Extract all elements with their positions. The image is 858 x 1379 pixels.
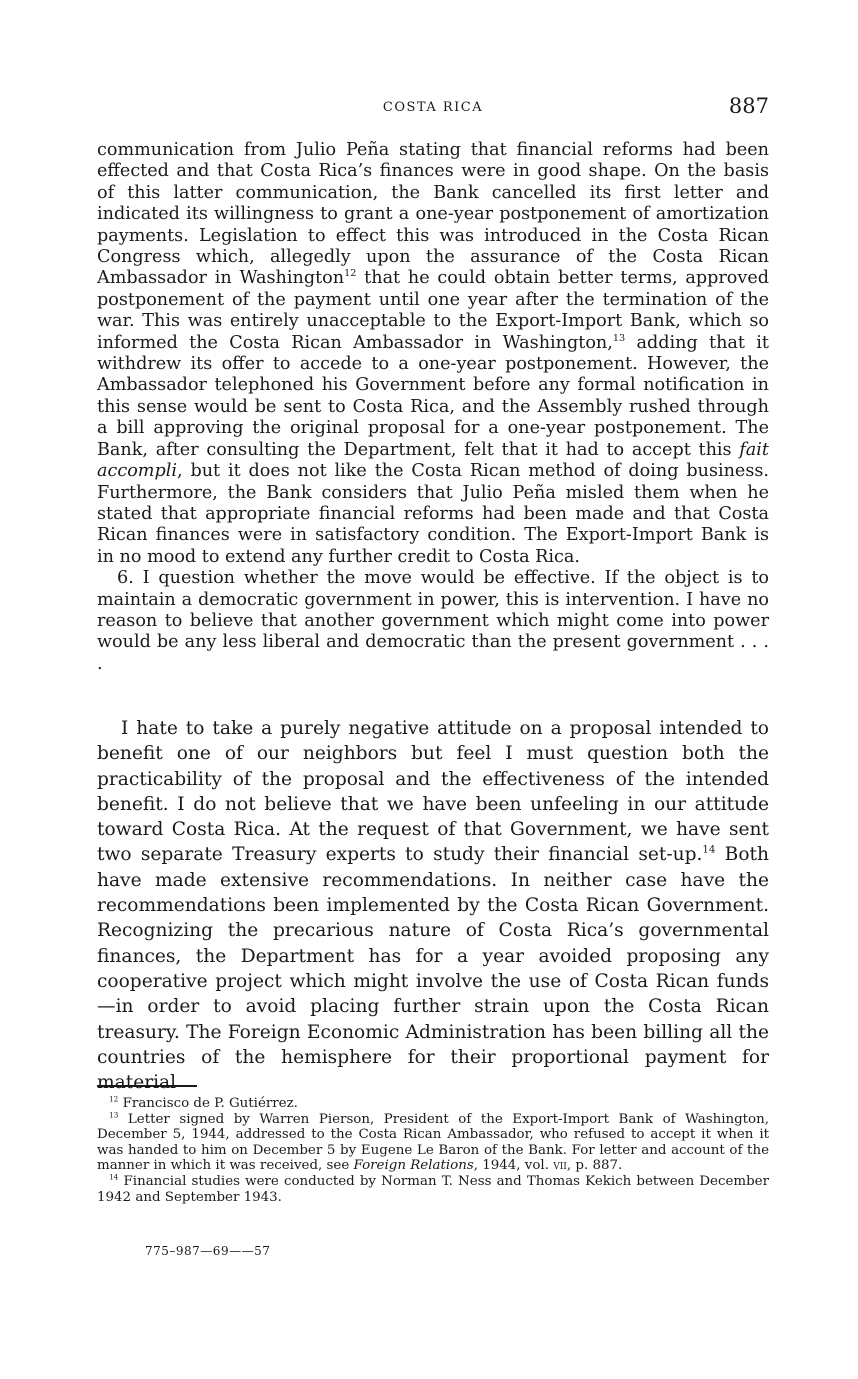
footnote-13-text-a: Letter signed by Warren Pierson, President of the Export-Import Bank of Washington, December 5, 1944, addressed to the Costa Rican Ambassador, who refused to accept it when it was handed to him on December 5 by Eugene Le Baron of the Bank. For letter and account of the manner in which it was received, see: [97, 1111, 769, 1174]
body-paragraph: [97, 716, 769, 1095]
printer-line: 775–987—69——57: [145, 1244, 271, 1258]
footnote-ref-13: 13: [612, 332, 626, 344]
quote-text-1b: that he could obtain better terms, approved postponement of the payment until one year after the termination of the war. This was entirely unacceptable to the Export-Import Bank, which so informed the Costa Rican Ambassador in Washington,: [97, 268, 769, 353]
footnote-13: [97, 1112, 769, 1174]
footnote-14-text: Financial studies were conducted by Norman T. Ness and Thomas Kekich between December 1942 and September 1943.: [97, 1173, 769, 1205]
quote-paragraph-2: 6. I question whether the move would be effective. If the object is to maintain a democratic government in power, this is intervention. I have no reason to believe that another government which might come into power would be any less liberal and democratic than the present government . . . .: [97, 568, 769, 674]
quote-italic-phrase: fait accompli: [97, 439, 769, 482]
footnote-12-number: 12: [109, 1094, 119, 1104]
running-title: COSTA RICA: [382, 100, 484, 115]
page-number: 887: [728, 94, 769, 118]
footnote-ref-14: 14: [702, 844, 716, 856]
footnote-14-number: 14: [109, 1172, 119, 1182]
footnote-13-number: 13: [109, 1110, 119, 1120]
quote-text-1d: , but it does not like the Costa Rican method of doing business. Furthermore, the Bank considers that Julio Peña misled them when he stated that appropriate financial reforms had been made and that Costa Rican finances were in satisfactory condition. The Export-Import Bank is in no mood to extend any further credit to Costa Rica.: [97, 461, 769, 567]
body-text: [97, 716, 769, 1095]
footnote-rule: [97, 1085, 197, 1087]
footnote-ref-12: 12: [344, 268, 357, 280]
footnote-12-text: Francisco de P. Gutiérrez.: [118, 1096, 298, 1111]
quoted-memorandum: [97, 140, 769, 675]
quote-text-1c: adding that it withdrew its offer to accede to a one-year postponement. However, the Ambassador telephoned his Government before any formal notification in this sense would be sent to Costa Rica, and the Assembly rushed through a bill approving the original proposal for a one-year postponement. The Bank, after consulting the Department, felt that it had to accept this: [97, 332, 769, 460]
footnote-13-text-c: , p. 887.: [566, 1158, 623, 1174]
footnote-13-volume: vii: [553, 1158, 567, 1174]
footnote-13-italic: Foreign Relations: [353, 1158, 474, 1174]
quote-text-1a: communication from Julio Peña stating that financial reforms had been effected and that Costa Rica’s finances were in good shape. On the basis of this latter communication, the Bank cancelled its first letter and indicated its willingness to grant a one-year postponement of amortization payments. Legislation to effect this was introduced in the Costa Rican Congress which, allegedly upon the assurance of the Costa Rican Ambassador in Washington: [97, 140, 769, 289]
footnote-13-text-b: , 1944, vol.: [473, 1158, 554, 1174]
body-text-b: Both have made extensive recommendations. In neither case have the recommendations been implemented by the Costa Rican Government. Recognizing the precarious nature of Costa Rica’s governmental finances, the Department has for a year avoided proposing any cooperative project which might involve the use of Costa Rican funds—in order to avoid placing further strain upon the Costa Rican treasury. The Foreign Economic Administration has been billing all the countries of the hemisphere for their proportional payment for material: [97, 844, 769, 1094]
footnote-14: [97, 1174, 769, 1205]
quote-paragraph-1: [97, 140, 769, 568]
footnotes: [97, 1096, 769, 1205]
footnote-12: [97, 1096, 769, 1112]
body-text-a: I hate to take a purely negative attitude on a proposal intended to benefit one of our neighbors but feel I must question both the practicability of the proposal and the effectiveness of the intended benefit. I do not believe that we have been unfeeling in our attitude toward Costa Rica. At the request of that Government, we have sent two separate Treasury experts to study their financial set-up.: [97, 718, 769, 866]
running-head: [97, 94, 769, 124]
